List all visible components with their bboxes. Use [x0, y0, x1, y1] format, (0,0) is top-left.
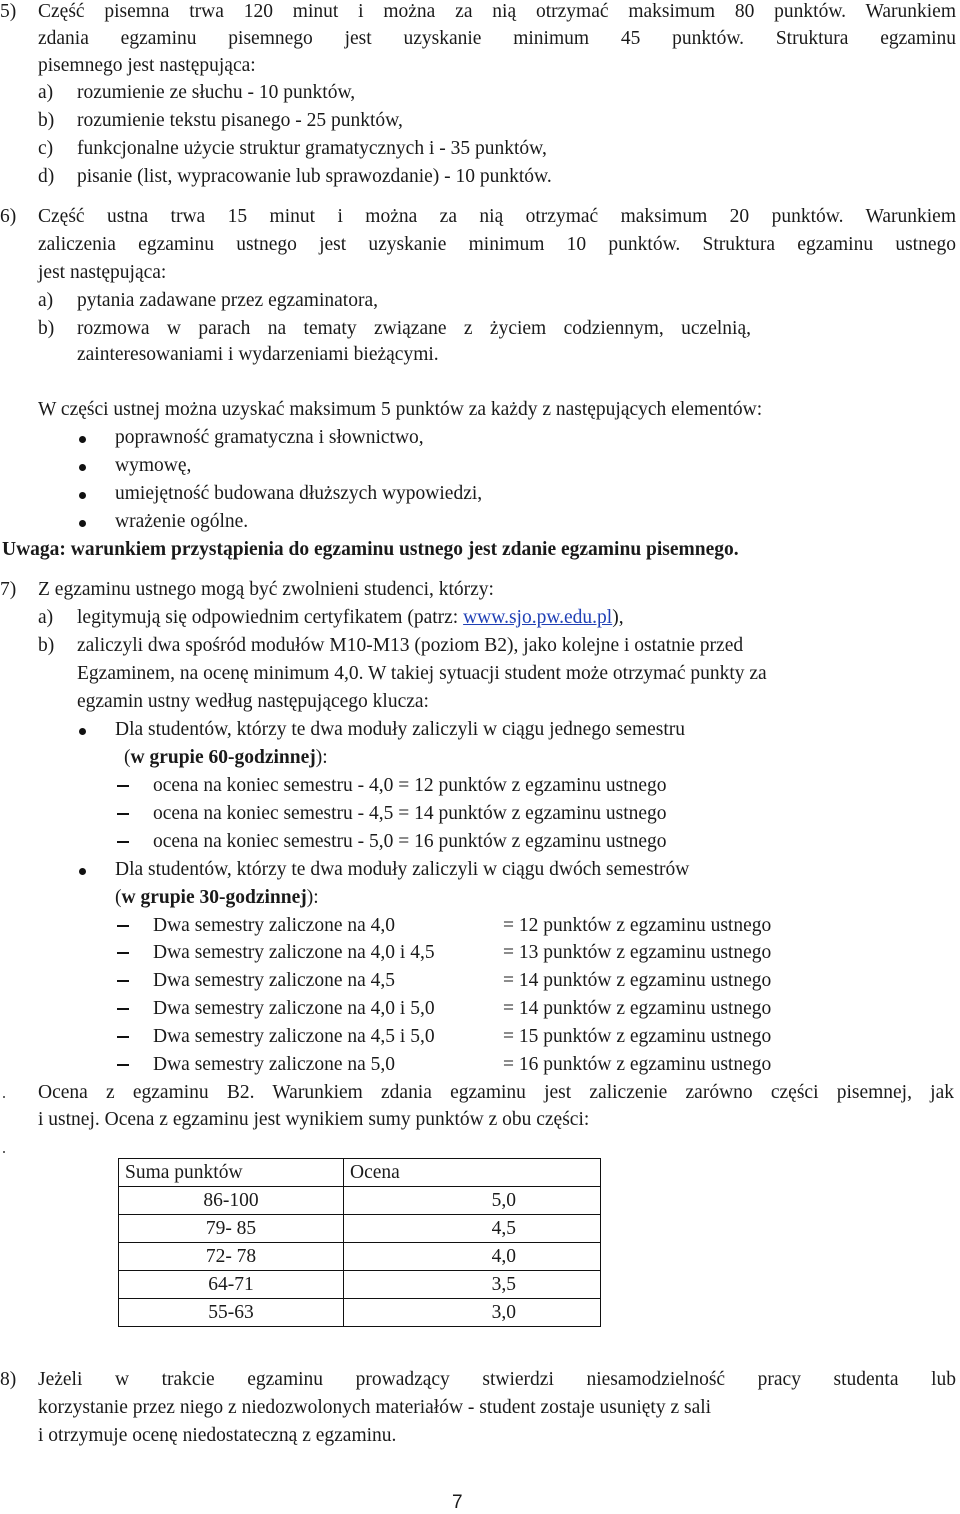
s6-number: 6) [0, 206, 17, 227]
s6-oral-intro: W części ustnej można uzyskać maksimum 5 punktów za każdy z następujących elementów: [38, 399, 763, 420]
s7-line-1: Z egzaminu ustnego mogą być zwolnieni studenci, którzy: [38, 579, 494, 600]
s7-item-marker: a) [38, 607, 54, 628]
s7-group60-item: ocena na koniec semestru - 4,5 = 14 punktów z egzaminu ustnego [153, 803, 667, 824]
s7-number: 7) [0, 579, 17, 600]
group30-label: w grupie 30-godzinnej [121, 887, 307, 908]
s7-group30-item-left: Dwa semestry zaliczone na 4,0 i 5,0 [153, 998, 435, 1019]
group30-paren-open: ( [115, 887, 122, 908]
s6-item-text: rozmowa w parach na tematy związane z życiem codziennym, uczelnią, [77, 318, 751, 339]
s7-group60-line-1: Dla studentów, którzy te dwa moduły zaliczyli w ciągu jednego semestru [115, 719, 686, 740]
s8-line-3: i otrzymuje ocenę niedostateczną z egzaminu. [38, 1425, 397, 1446]
table-cell-grade: 5,0 [344, 1187, 601, 1215]
table-header-cell: Suma punktów [119, 1159, 344, 1187]
s7-group30-item-left: Dwa semestry zaliczone na 4,0 i 4,5 [153, 942, 435, 963]
bullet-icon [79, 464, 86, 471]
s7-b2-line-2: i ustnej. Ocena z egzaminu jest wynikiem sumy punktów z obu części: [38, 1109, 590, 1130]
s5-line-2: zdania egzaminu pisemnego jest uzyskanie minimum 45 punktów. Struktura egzaminu [38, 28, 956, 49]
table-header-cell: Ocena [344, 1159, 601, 1187]
table-cell-points: 86-100 [119, 1187, 344, 1215]
s5-item-marker: b) [38, 110, 55, 131]
dash-icon [117, 952, 129, 954]
dash-icon [117, 1064, 129, 1066]
s7-group60-line-2 [124, 746, 328, 770]
s7-item-marker: b) [38, 635, 55, 656]
table-row [119, 1243, 601, 1271]
s7-group30-item-right: = 14 punktów z egzaminu ustnego [503, 970, 772, 991]
s7-group30-item-left: Dwa semestry zaliczone na 4,0 [153, 915, 396, 936]
table-row [119, 1271, 601, 1299]
table-row [119, 1215, 601, 1243]
bullet-icon [79, 728, 86, 735]
stray-dot [3, 1151, 5, 1153]
s5-number: 5) [0, 1, 17, 22]
s7-group30-item-right: = 12 punktów z egzaminu ustnego [503, 915, 772, 936]
s5-item-text: rozumienie tekstu pisanego - 25 punktów, [77, 110, 403, 131]
dash-icon [117, 1036, 129, 1038]
s6-line-1: Część ustna trwa 15 minut i można za nią otrzymać maksimum 20 punktów. Warunkiem [38, 206, 956, 227]
bullet-icon [79, 520, 86, 527]
s6-line-2: zaliczenia egzaminu ustnego jest uzyskanie minimum 10 punktów. Struktura egzaminu ustnego [38, 234, 956, 255]
s7-group30-item-right: = 15 punktów z egzaminu ustnego [503, 1026, 772, 1047]
table-cell-grade: 4,5 [344, 1215, 601, 1243]
s7-group30-item-right: = 14 punktów z egzaminu ustnego [503, 998, 772, 1019]
s7-item-b-line-2: Egzaminem, na ocenę minimum 4,0. W takiej sytuacji student może otrzymać punkty za [77, 663, 767, 684]
s5-item-text: rozumienie ze słuchu - 10 punktów, [77, 82, 356, 103]
table-cell-points: 79- 85 [119, 1215, 344, 1243]
table-header-row [119, 1159, 601, 1187]
dash-icon [117, 785, 129, 787]
dash-icon [117, 925, 129, 927]
s6-bullet-text: wymowę, [115, 455, 192, 476]
group60-paren-close: ): [315, 747, 328, 768]
s8-number: 8) [0, 1369, 17, 1390]
s5-item-text: funkcjonalne użycie struktur gramatycznych i - 35 punktów, [77, 138, 547, 159]
s7-group30-item-left: Dwa semestry zaliczone na 4,5 i 5,0 [153, 1026, 435, 1047]
table-cell-points: 72- 78 [119, 1243, 344, 1271]
s7-item-a-post: ), [612, 607, 624, 628]
table-cell-grade: 4,0 [344, 1243, 601, 1271]
group60-paren-open: ( [124, 747, 131, 768]
sjo-website-link[interactable]: www.sjo.pw.edu.pl [463, 607, 613, 628]
s7-item-b-line-3: egzamin ustny według następującego klucza: [77, 691, 429, 712]
s5-item-marker: c) [38, 138, 54, 159]
table-cell-points: 64-71 [119, 1271, 344, 1299]
group30-paren-close: ): [306, 887, 319, 908]
s6-item-text: pytania zadawane przez egzaminatora, [77, 290, 378, 311]
s7-item-b-line-1: zaliczyli dwa spośród modułów M10-M13 (poziom B2), jako kolejne i ostatnie przed [77, 635, 744, 656]
s6-item-text-cont: zainteresowaniami i wydarzeniami bieżącymi. [77, 344, 439, 365]
s6-note: Uwaga: warunkiem przystąpienia do egzaminu ustnego jest zdanie egzaminu pisemnego. [2, 539, 739, 560]
s6-bullet-text: umiejętność budowana dłuższych wypowiedzi, [115, 483, 483, 504]
s7-item-a-pre: legitymują się odpowiednim certyfikatem (patrz: [77, 607, 464, 628]
table-row [119, 1187, 601, 1215]
s7-group30-item-right: = 13 punktów z egzaminu ustnego [503, 942, 772, 963]
bullet-icon [79, 868, 86, 875]
s5-item-text: pisanie (list, wypracowanie lub sprawozdanie) - 10 punktów. [77, 166, 552, 187]
s8-line-2: korzystanie przez niego z niedozwolonych materiałów - student zostaje usunięty z sali [38, 1397, 712, 1418]
stray-dot [3, 1096, 5, 1098]
s6-line-3: jest następująca: [38, 262, 167, 283]
s7-group30-line-2 [115, 886, 319, 910]
s5-item-marker: a) [38, 82, 54, 103]
s7-b2-line-1: Ocena z egzaminu B2. Warunkiem zdania egzaminu jest zaliczenie zarówno części pisemnej, jak [38, 1082, 954, 1103]
s7-item-a [77, 606, 624, 630]
s7-group60-item: ocena na koniec semestru - 4,0 = 12 punktów z egzaminu ustnego [153, 775, 667, 796]
table-cell-points: 55-63 [119, 1299, 344, 1327]
s6-bullet-text: poprawność gramatyczna i słownictwo, [115, 427, 424, 448]
s7-group60-item: ocena na koniec semestru - 5,0 = 16 punktów z egzaminu ustnego [153, 831, 667, 852]
s6-item-marker: a) [38, 290, 54, 311]
s5-line-3: pisemnego jest następująca: [38, 55, 256, 76]
s7-group30-line-1: Dla studentów, którzy te dwa moduły zaliczyli w ciągu dwóch semestrów [115, 859, 690, 880]
s7-group30-item-left: Dwa semestry zaliczone na 5,0 [153, 1054, 396, 1075]
table-row [119, 1299, 601, 1327]
s6-bullet-text: wrażenie ogólne. [115, 511, 249, 532]
s7-group30-item-right: = 16 punktów z egzaminu ustnego [503, 1054, 772, 1075]
dash-icon [117, 813, 129, 815]
score-table [118, 1158, 601, 1327]
table-cell-grade: 3,5 [344, 1271, 601, 1299]
dash-icon [117, 841, 129, 843]
bullet-icon [79, 436, 86, 443]
s8-line-1: Jeżeli w trakcie egzaminu prowadzący stwierdzi niesamodzielność pracy studenta lub [38, 1369, 956, 1390]
s7-group30-item-left: Dwa semestry zaliczone na 4,5 [153, 970, 396, 991]
page-number: 7 [452, 1492, 463, 1513]
s6-item-marker: b) [38, 318, 55, 339]
table-cell-grade: 3,0 [344, 1299, 601, 1327]
group60-label: w grupie 60-godzinnej [130, 747, 316, 768]
dash-icon [117, 980, 129, 982]
s5-line-1: Część pisemna trwa 120 minut i można za nią otrzymać maksimum 80 punktów. Warunkiem [38, 1, 956, 22]
dash-icon [117, 1008, 129, 1010]
bullet-icon [79, 492, 86, 499]
s5-item-marker: d) [38, 166, 55, 187]
